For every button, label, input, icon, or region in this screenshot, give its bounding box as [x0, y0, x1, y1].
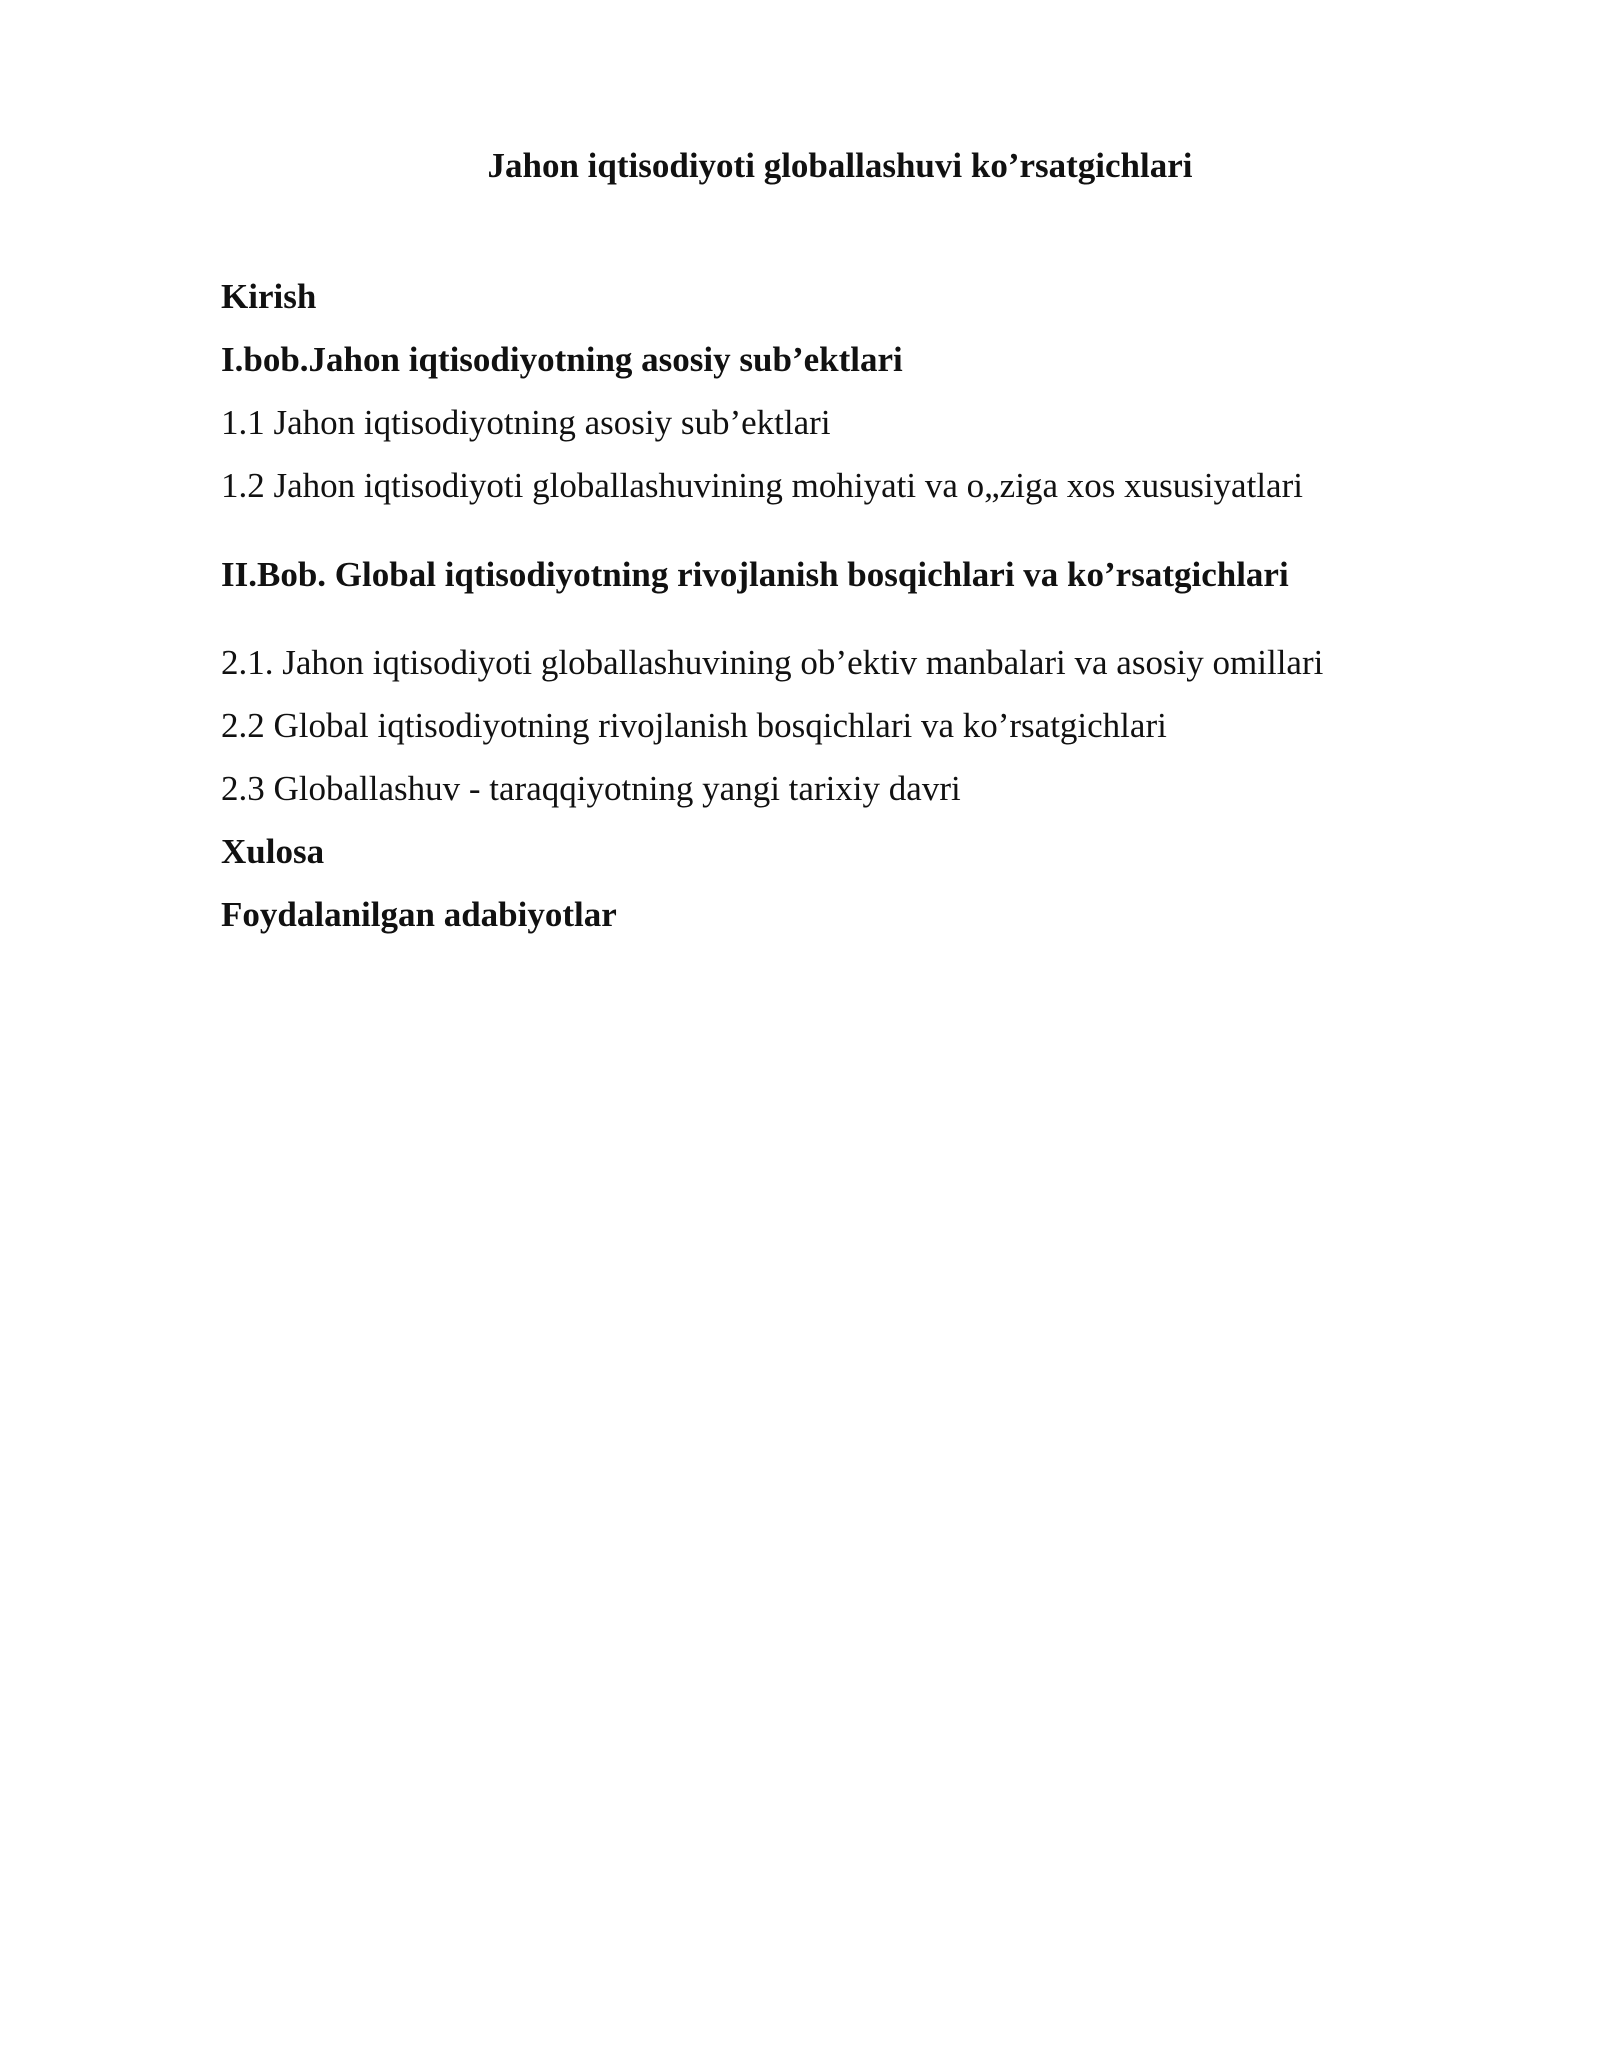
- toc-section-2-1: 2.1. Jahon iqtisodiyoti globallashuvining ob’ektiv manbalari va asosiy omillari: [221, 643, 1324, 682]
- toc-section-2-3: 2.3 Globallashuv - taraqqiyotning yangi tarixiy davri: [221, 769, 961, 808]
- toc-chapter-1: I.bob.Jahon iqtisodiyotning asosiy sub’ektlari: [221, 340, 903, 379]
- toc-conclusion: Xulosa: [221, 832, 325, 871]
- toc-chapter-2: II.Bob. Global iqtisodiyotning rivojlanish bosqichlari va ko’rsatgichlari: [221, 555, 1289, 594]
- toc-introduction: Kirish: [221, 277, 317, 316]
- toc-section-2-2: 2.2 Global iqtisodiyotning rivojlanish bosqichlari va ko’rsatgichlari: [221, 706, 1167, 745]
- toc-section-1-1: 1.1 Jahon iqtisodiyotning asosiy sub’ektlari: [221, 403, 831, 442]
- toc-references: Foydalanilgan adabiyotlar: [221, 895, 617, 934]
- toc-section-1-2: 1.2 Jahon iqtisodiyoti globallashuvining mohiyati va o„ziga xos xususiyatlari: [221, 466, 1303, 505]
- document-title: Jahon iqtisodiyoti globallashuvi ko’rsatgichlari: [487, 146, 1193, 185]
